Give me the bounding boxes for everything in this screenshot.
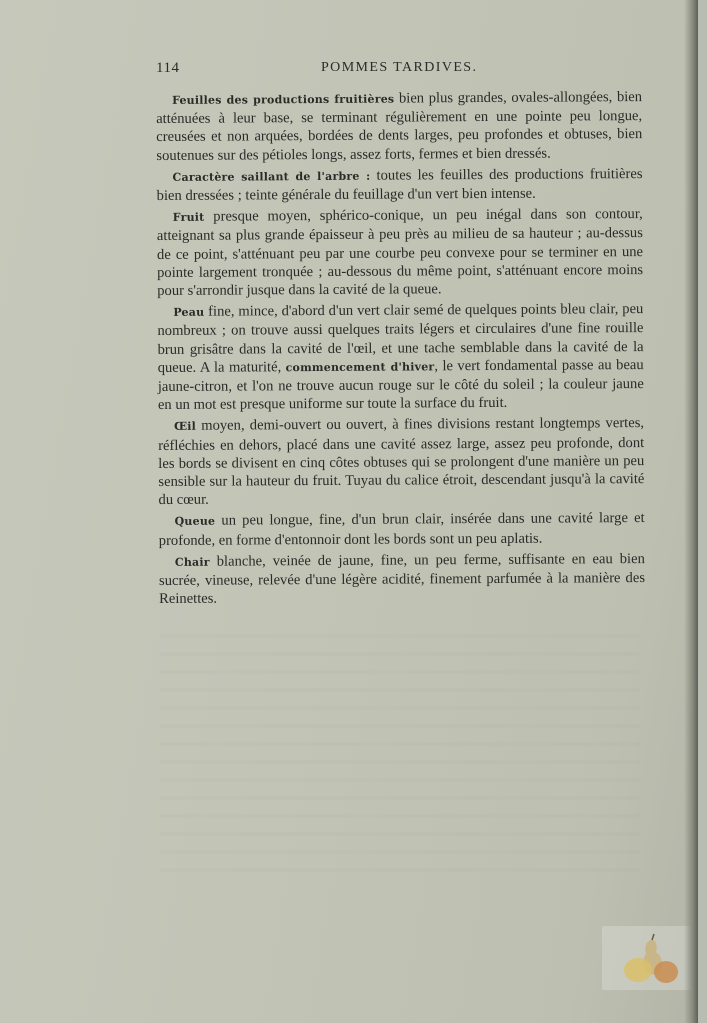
paragraph-queue: [159, 509, 645, 549]
paragraph-text: un peu longue, fine, d'un brun clair, insérée dans une cavité large et profonde, en forme d'entonnoir dont les bords sont un peu aplatis.: [158, 510, 645, 549]
paragraph-text: toutes les feuilles des productions fruitières bien dressées ; teinte générale du feuillage d'un vert bien intense.: [156, 165, 643, 205]
paragraph-lead: Œil: [174, 420, 197, 434]
book-binding-shadow: [684, 0, 698, 1023]
paragraph-feuilles: [156, 88, 642, 165]
paragraph-text: , le vert fondamental passe au beau jaune-citron, et l'on ne trouve aucun rouge sur le côté du soleil ; la couleur jaune en un mot est presque uniforme sur toute la surface du fruit.: [157, 356, 644, 414]
paragraph-lead: Peau: [173, 305, 205, 320]
apple-icon: [624, 958, 652, 982]
paragraph-fruit: [157, 205, 644, 300]
apple-pear-logo-icon: [602, 926, 692, 990]
paragraph-oeil: [158, 414, 645, 509]
paragraph-caractere: [156, 165, 642, 205]
paragraph-text: bien plus grandes, ovales-allongées, bien atténuées à leur base, se terminant régulièrement en une pointe peu longue, creusées et non arquées, bordées de dents larges, peu profondes et obtuses, bien soutenues sur des pétioles longs, assez forts, fermes et bien dressés.: [156, 89, 643, 164]
apple-icon: [654, 961, 678, 983]
paragraph-text: moyen, demi-ouvert ou ouvert, à fines divisions restant longtemps vertes, réfléchies en dehors, placé dans une cavité assez large, assez peu profonde, dont les bords se divisent en cinq côtes obtuses qui se prolongent d'une manière un peu sensible sur la hauteur du fruit. Tuyau du calice étroit, descendant jusqu'à la cavité du cœur.: [158, 415, 645, 509]
paragraph-text: fine, mince, d'abord d'un vert clair semé de quelques points bleu clair, peu nombreux ; on trouve aussi quelques traits légers et circulaires d'une fine rouille brun grisâtre dans la cavité de l'œil, et une tache semblable dans la cavité de la queue. A la maturité,: [157, 301, 644, 376]
paragraph-peau: [157, 300, 644, 414]
paragraph-chair: [159, 550, 645, 609]
season-emphasis: commencement d'hiver: [285, 360, 435, 375]
paragraph-lead: Caractère saillant de l'arbre :: [172, 169, 371, 184]
page-header: [156, 60, 636, 80]
paragraph-lead: Feuilles des productions fruitières: [172, 92, 395, 107]
paragraph-lead: Chair: [174, 555, 210, 569]
paragraph-text: presque moyen, sphérico-conique, un peu inégal dans son contour, atteignant sa plus grande épaisseur à peu près au milieu de sa hauteur ; au-dessus de ce point, s'atténuant peu par une courbe peu convexe pour se terminer en une pointe largement tronquée ; au-dessous du même point, s'atténuant encore moins pour s'arrondir jusque dans la cavité de la queue.: [156, 206, 644, 300]
reverse-page-show-through: [160, 620, 640, 880]
page-number: 114: [156, 60, 180, 76]
paragraph-lead: Fruit: [172, 210, 205, 225]
paragraph-lead: Queue: [174, 515, 216, 529]
paragraph-text: blanche, veinée de jaune, fine, un peu ferme, suffisante en eau bien sucrée, vineuse, relevée d'une légère acidité, finement parfumée à la manière des Reinettes.: [158, 550, 646, 608]
running-head: POMMES TARDIVES.: [321, 60, 478, 75]
body-text: [156, 88, 645, 611]
